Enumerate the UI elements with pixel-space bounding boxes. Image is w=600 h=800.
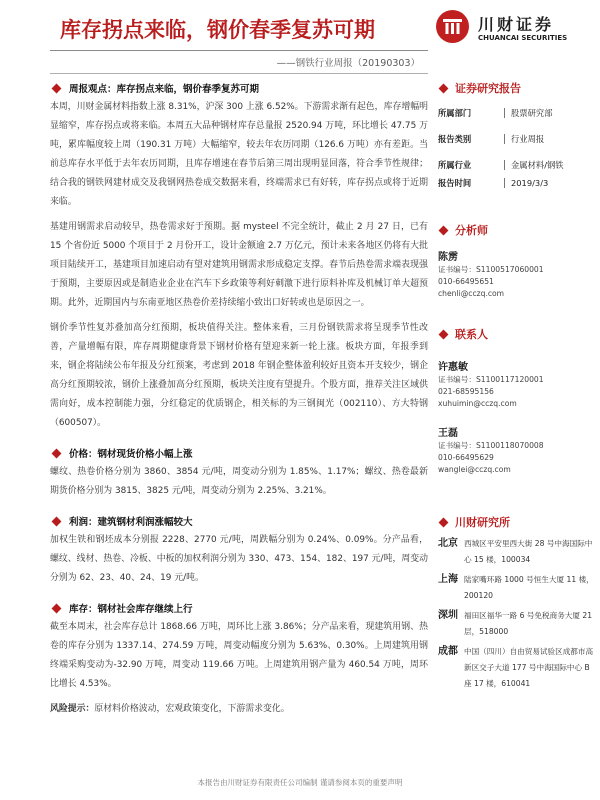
contact-email[interactable]: wanglei@cczq.com — [438, 465, 511, 474]
risk-label: 风险提示： — [50, 704, 95, 714]
info-row: 报告时间 2019/3/3 — [438, 178, 549, 188]
diamond-bullet-icon — [52, 603, 62, 613]
contact-name: 许惠敏 — [438, 362, 468, 373]
info-row: 所属部门 股票研究部 — [438, 108, 553, 118]
address-block: 北京 西城区平安里西大街 28 号中海国际中心 15 楼，100034 — [438, 538, 593, 564]
body-divider — [50, 73, 428, 74]
paragraph: 截至本周末，社会库存总计 1868.66 万吨，周环比上涨 3.86%；分产品来看，现建筑用钢、热卷的库存分别为 1337.14、274.59 万吨，周变动幅度分别为 5.63%、0.30%。上周建筑用钢终端采购变动为-32.90 万吨，周变动 119.66 万吨。上周建筑用钢产量为 460.54 万吨，周环比增长 4.53%。 — [50, 622, 428, 689]
contact-cert: 证书编号：S1100118070008 — [438, 441, 544, 450]
diamond-bullet-icon — [52, 83, 62, 93]
contact-cert: 证书编号：S1100117120001 — [438, 375, 544, 384]
paragraph: 本周，川财金属材料指数上涨 8.31%，沪深 300 上涨 6.52%。下游需求渐有起色，库存增幅明显缩窄，库存拐点或将来临。本周五大品种钢材库存总量报 2520.94 万吨，环比增长 47.75 万吨，累库幅度较上周（190.31 万吨）大幅缩窄，较去年农历同期（126.6 万吨）亦有差距。当前总库存水平低于去年农历同期，且库存增速在春节后第三周出现明显回落，符合季节性规律；结合我的钢铁网建材成交及我钢网热卷成交数据来看，终端需求已有好转，库存拐点或将于近期来临。 — [50, 102, 428, 207]
diamond-bullet-icon — [439, 329, 449, 339]
section-heading: 库存：钢材社会库存继续上行 — [50, 598, 428, 618]
address-block: 上海 陆家嘴环路 1000 号恒生大厦 11 楼，200120 — [438, 574, 594, 600]
info-row: 报告类别 行业周报 — [438, 134, 545, 144]
contact-phone: 010-66495629 — [438, 453, 494, 462]
report-title: 库存拐点来临，钢价春季复苏可期 — [60, 17, 375, 42]
sidebar — [438, 78, 598, 692]
paragraph: 加权生铁和钢坯成本分别报 2228、2770 元/吨，周跌幅分别为 0.24%、0.09%。分产品看，螺纹、线材、热卷、冷板、中板的加权利润分别为 330、473、154、182、197 元/吨，周变动分别为 62、23、40、24、19 元/吨。 — [50, 535, 428, 583]
info-row: 所属行业 金属材料/钢铁 — [438, 160, 564, 170]
sidebar-section-title: 川财研究所 — [438, 512, 598, 532]
analyst-email[interactable]: chenli@cczq.com — [438, 289, 505, 298]
risk-note — [50, 700, 428, 719]
contact-phone: 021-68595156 — [438, 387, 494, 396]
diamond-bullet-icon — [439, 517, 449, 527]
report-subtitle: ——钢铁行业周报（20190303） — [276, 58, 420, 69]
sidebar-section-title: 分析师 — [438, 220, 598, 240]
paragraph: 钢价季节性复苏叠加高分红预期，板块值得关注。整体来看，三月份钢铁需求将呈现季节性改善，产量增幅有限，库存周期健康背景下钢材价格有望迎来新一轮上涨。板块方面，年报季到来，钢企将陆续公布年报及分红预案，考虑到 2018 年钢企整体盈利较好且资本开支较少，钢企高分红预期较浓，钢价上涨叠加高分红预期，板块关注度有望提升。个股方面，推荐关注区域供需向好，成本控制能力强，分红稳定的优质钢企，相关标的为三钢闽光（002110）、方大特钢（600507）。 — [50, 323, 428, 428]
paragraph: 螺纹、热卷价格分别为 3860、3854 元/吨，周变动分别为 1.85%、1.17%；螺纹、热卷最新期货价格分别为 3815、3825 元/吨，周变动分别为 2.25%、3.21%。 — [50, 467, 428, 496]
sidebar-section-title: 联系人 — [438, 324, 598, 344]
diamond-bullet-icon — [439, 225, 449, 235]
address-block: 深圳 福田区福华一路 6 号免税商务大厦 21 层，518000 — [438, 610, 593, 636]
title-divider — [50, 50, 428, 51]
page-footer: 本报告由川财证券有限责任公司编制 谨请参阅本页的重要声明 — [197, 778, 403, 787]
diamond-bullet-icon — [52, 448, 62, 458]
analyst-phone: 010-66495651 — [438, 277, 494, 286]
diamond-bullet-icon — [52, 516, 62, 526]
company-name-cn: 川财证券 — [478, 15, 555, 34]
section-heading: 周报观点：库存拐点来临，钢价春季复苏可期 — [50, 78, 428, 98]
section-heading: 利润：建筑钢材利润涨幅较大 — [50, 511, 428, 531]
address-block: 成都 中国（四川）自由贸易试验区成都市高新区交子大道 177 号中海国际中心 B 座 17 楼，610041 — [438, 646, 594, 688]
contact-name: 王磊 — [438, 428, 458, 439]
company-name-en: CHUANCAI SECURITIES — [478, 34, 568, 42]
sidebar-section-title: 证券研究报告 — [438, 78, 598, 98]
company-logo-icon — [436, 10, 469, 43]
analyst-cert: 证书编号：S1100517060001 — [438, 265, 544, 274]
main-content — [50, 78, 428, 719]
section-heading: 价格：钢材现货价格小幅上涨 — [50, 443, 428, 463]
analyst-name: 陈雳 — [438, 252, 458, 263]
risk-text: 原材料价格波动，宏观政策变化，下游需求变化。 — [94, 704, 290, 714]
paragraph: 基建用钢需求启动较早，热卷需求好于预期。据 mysteel 不完全统计，截止 2 月 27 日，已有 15 个省份近 5000 个项目于 2 月份开工，设计金额逾 2.7 万亿元，预计未来各地区仍将有大批项目陆续开工，基建项目加速启动有望对建筑用钢需求形成稳定支撑。春节后热卷需求端表现强于预期，主要原因或是制造业企业在汽车下乡政策等利好刺激下进行原料补库及机械订单大超预期。此外，近期国内与东南亚地区热卷价差持续缩小致出口好转或也是原因之一。 — [50, 222, 428, 308]
contact-email[interactable]: xuhuimin@cczq.com — [438, 399, 517, 408]
diamond-bullet-icon — [439, 83, 449, 93]
